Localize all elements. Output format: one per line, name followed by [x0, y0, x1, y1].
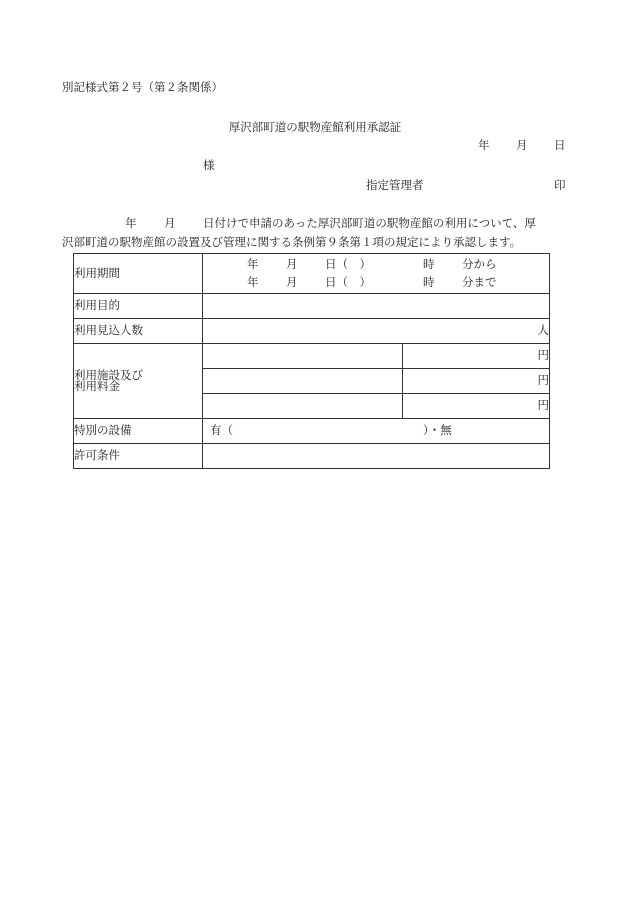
body-text-line1: 日付けで申請のあった厚沢部町道の駅物産館の利用について、厚	[203, 216, 536, 230]
period-start-year: 年	[247, 257, 259, 271]
period-end-year: 年	[247, 275, 259, 289]
facility-label-line2: 利用料金	[74, 379, 120, 393]
period-start-day: 日（ ）	[325, 257, 371, 271]
issuer-label: 指定管理者	[366, 178, 424, 192]
purpose-field[interactable]	[203, 294, 550, 319]
date-day-label: 日	[554, 138, 566, 152]
purpose-row	[74, 294, 550, 319]
attendance-row	[74, 319, 550, 344]
period-cell	[203, 254, 550, 294]
equipment-row	[74, 419, 550, 444]
form-number: 別記様式第２号（第２条関係）	[62, 80, 223, 94]
period-start-hour: 時	[423, 257, 435, 271]
attendance-unit: 人	[537, 323, 549, 338]
period-start-month: 月	[286, 257, 298, 271]
facility-fee-field-2[interactable]	[403, 369, 550, 394]
fee-unit-2: 円	[537, 373, 549, 388]
period-end	[203, 277, 549, 291]
attendance-field[interactable]	[203, 319, 550, 344]
attendance-label: 利用見込人数	[74, 319, 203, 344]
period-label: 利用期間	[74, 254, 203, 294]
facility-label-line1: 利用施設及び	[74, 367, 143, 382]
date-year-label: 年	[478, 138, 490, 152]
date-month-label: 月	[516, 138, 528, 152]
facility-fee-field-3[interactable]	[403, 394, 550, 419]
facility-name-field-3[interactable]	[203, 394, 403, 419]
facility-row-1	[74, 344, 550, 369]
period-end-hour: 時	[423, 275, 435, 289]
equipment-label: 特別の設備	[74, 419, 203, 444]
equipment-field[interactable]	[203, 419, 550, 444]
seal-mark: 印	[554, 178, 566, 192]
equipment-yes-option[interactable]: 有（	[210, 423, 233, 437]
equipment-no-option[interactable]: ）・無	[423, 423, 452, 437]
period-end-day: 日（ ）	[325, 275, 371, 289]
conditions-row	[74, 444, 550, 469]
facility-fee-field-1[interactable]	[403, 344, 550, 369]
period-row	[74, 254, 550, 294]
facility-label	[74, 344, 203, 419]
approval-form-table	[73, 253, 550, 469]
fee-unit-3: 円	[537, 398, 549, 413]
body-month: 月	[164, 216, 176, 230]
facility-name-field-1[interactable]	[203, 344, 403, 369]
addressee-honorific: 様	[203, 158, 215, 172]
body-text-line2: 沢部町道の駅物産館の設置及び管理に関する条例第９条第１項の規定により承認します。	[62, 235, 522, 249]
document-title: 厚沢部町道の駅物産館利用承認証	[228, 120, 402, 134]
fee-unit-1: 円	[537, 348, 549, 363]
purpose-label: 利用目的	[74, 294, 203, 319]
facility-name-field-2[interactable]	[203, 369, 403, 394]
conditions-field[interactable]	[203, 444, 550, 469]
body-year: 年	[125, 216, 137, 230]
period-start	[203, 259, 549, 273]
period-end-minute: 分まで	[462, 275, 497, 289]
period-end-month: 月	[286, 275, 298, 289]
period-start-minute: 分から	[462, 257, 497, 271]
conditions-label: 許可条件	[74, 444, 203, 469]
